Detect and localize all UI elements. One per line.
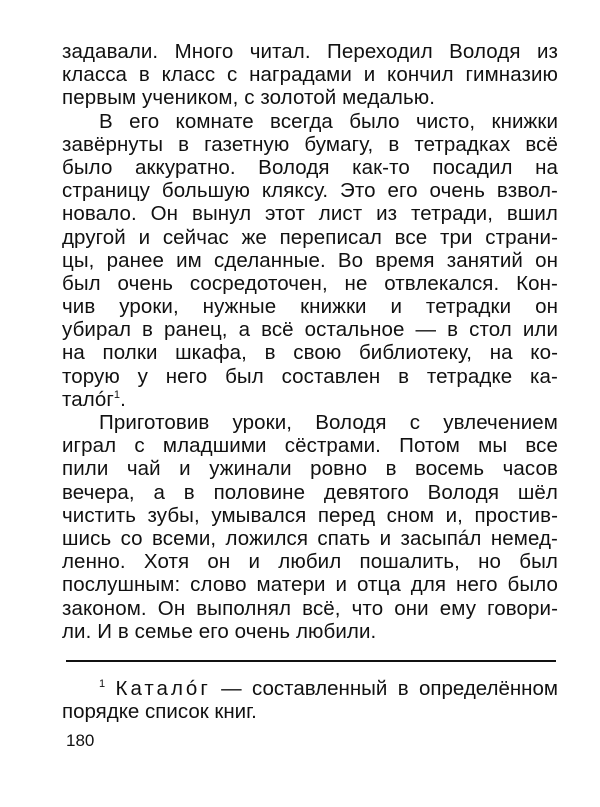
- text-line-content: чистить зубы, умывался перед сном и, простив-: [62, 503, 558, 527]
- text-line: [62, 86, 558, 109]
- text-line: [62, 481, 558, 504]
- text-line: [62, 597, 558, 620]
- footnote-line-2: порядке список книг.: [62, 700, 257, 724]
- text-line: [62, 63, 558, 86]
- text-line-content: другой и сейчас же переписал все три страни-: [62, 225, 558, 249]
- text-line: [62, 295, 558, 318]
- text-line: [62, 341, 558, 364]
- text-line-content: законом. Он выполнял всё, что они ему говори-: [62, 596, 558, 620]
- footnote-divider: [66, 660, 556, 662]
- text-line-content: чив уроки, нужные книжки и тетрадки он: [62, 295, 558, 319]
- text-line-content: вечера, а в половине девятого Володя шёл: [62, 480, 558, 504]
- text-line-content: убирал в ранец, а всё остальное — в стол или: [62, 318, 558, 342]
- text-line: [62, 110, 558, 133]
- text-line-content: талóг: [62, 387, 114, 411]
- text-line-content: страницу большую кляксу. Это его очень взвол-: [62, 179, 558, 203]
- text-line-content: Приготовив уроки, Володя с увлечением: [99, 411, 558, 434]
- text-line: [62, 272, 558, 295]
- text-line-content: торую у него был составлен в тетрадке ка-: [62, 364, 558, 388]
- text-line: [62, 527, 558, 550]
- footnote: [62, 677, 558, 723]
- footnote-marker: 1: [99, 678, 106, 691]
- main-text: [62, 40, 558, 643]
- text-line: [62, 226, 558, 249]
- text-line: [62, 573, 558, 596]
- text-line: [62, 504, 558, 527]
- text-line: [62, 133, 558, 156]
- text-line-content: играл с младшими сёстрами. Потом мы все: [62, 434, 558, 458]
- footnote-reference: 1: [113, 388, 121, 401]
- text-line: [62, 318, 558, 341]
- text-line: [62, 550, 558, 573]
- text-line-content: цы, ранее им сделанные. Во время занятий он: [62, 248, 558, 272]
- text-line: [62, 388, 558, 411]
- text-line: [62, 365, 558, 388]
- text-line: [62, 411, 558, 434]
- text-line: [62, 457, 558, 480]
- footnote-line-1: [62, 677, 558, 700]
- text-line-content: первым учеником, с золотой медалью.: [62, 86, 436, 110]
- text-line-content: послушным: слово матери и отца для него было: [62, 573, 558, 597]
- text-line-content: на полки шкафа, в свою библиотеку, на ко-: [62, 341, 558, 365]
- text-line-content: В его комнате всегда было чисто, книжки: [99, 109, 558, 133]
- text-line-content: ленно. Хотя он и любил пошалить, но был: [62, 550, 558, 574]
- text-line: [62, 156, 558, 179]
- text-line-tail: .: [120, 387, 126, 411]
- text-line-content: шись со всеми, ложился спать и засыпáл немед-: [62, 526, 558, 550]
- text-line: [62, 434, 558, 457]
- text-line-content: был очень сосредоточен, не отвлекался. Кон-: [62, 271, 558, 295]
- page-number: 180: [66, 731, 95, 750]
- text-line-content: новало. Он вынул этот лист из тетради, вшил: [62, 202, 558, 226]
- text-line-content: класса в класс с наградами и кончил гимназию: [62, 63, 558, 87]
- text-line: [62, 40, 558, 63]
- text-line-content: завёрнуты в газетную бумагу, в тетрадках всё: [62, 132, 558, 156]
- text-line: [62, 249, 558, 272]
- text-line: [62, 179, 558, 202]
- text-line-content: было аккуратно. Володя как-то посадил на: [62, 155, 558, 179]
- footnote-term: Каталóг: [115, 677, 211, 700]
- text-line: [62, 202, 558, 225]
- text-line: [62, 620, 558, 643]
- text-line-content: ли. И в семье его очень любили.: [62, 619, 377, 643]
- footnote-definition: — составленный в определённом: [210, 677, 558, 700]
- text-line-content: задавали. Много читал. Переходил Володя из: [62, 40, 558, 63]
- text-line-content: пили чай и ужинали ровно в восемь часов: [62, 457, 558, 481]
